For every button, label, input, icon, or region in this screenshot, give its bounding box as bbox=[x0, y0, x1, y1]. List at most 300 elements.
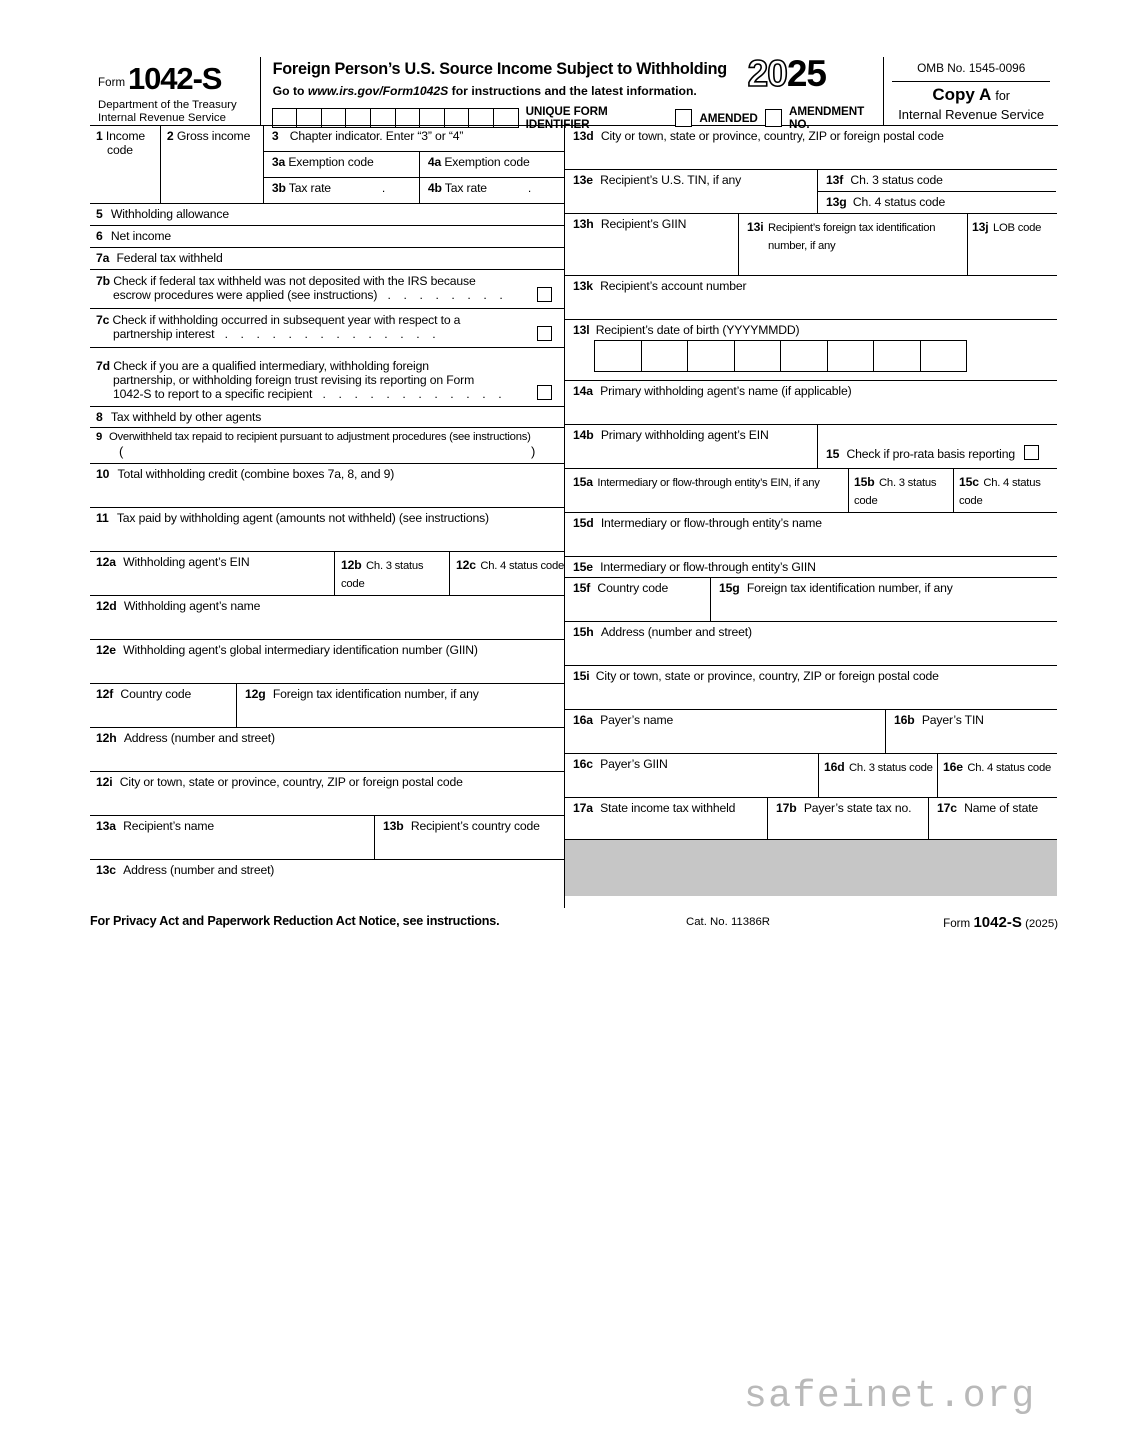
box-16d-label: Ch. 3 status code bbox=[849, 762, 933, 774]
box-13c-label: Address (number and street) bbox=[123, 863, 275, 877]
ufi-cell[interactable] bbox=[445, 109, 470, 127]
goto-instructions-line bbox=[273, 84, 697, 98]
box-13i-number: 13i bbox=[747, 220, 764, 234]
box-12d-agent-name[interactable] bbox=[90, 596, 564, 640]
box-10-label: Total withholding credit (combine boxes 7a, 8, and 9) bbox=[117, 467, 395, 481]
box-3b-number: 3b bbox=[271, 181, 286, 195]
box-7b-checkbox[interactable] bbox=[537, 287, 552, 302]
box-13i-line-1: Recipient’s foreign tax identification bbox=[767, 222, 936, 234]
box-7d-leader-dots: . . . . . . . . . . . . bbox=[322, 387, 507, 401]
box-15c-number: 15c bbox=[959, 475, 979, 489]
box-13k-text bbox=[565, 276, 1057, 293]
form-word-label: Form bbox=[98, 77, 126, 89]
form-1042s bbox=[90, 53, 1058, 936]
box-13h-recipient-giin[interactable] bbox=[565, 214, 739, 275]
box-13b-recipient-country-code[interactable] bbox=[375, 816, 563, 859]
box-13d-text bbox=[565, 126, 1057, 143]
box-15d-intermediary-name[interactable] bbox=[565, 513, 1057, 557]
tax-year bbox=[748, 53, 826, 95]
box-15-label: Check if pro-rata basis reporting bbox=[846, 447, 1015, 461]
box-13f-ch3-status-code[interactable] bbox=[818, 170, 1056, 192]
box-12i-text bbox=[90, 772, 564, 789]
box-10-total-withholding-credit[interactable] bbox=[90, 464, 564, 508]
box-12d-text bbox=[90, 596, 564, 613]
box-9-label: Overwithheld tax repaid to recipient pursuant to adjustment procedures (see instructions) bbox=[108, 431, 531, 443]
omb-divider bbox=[892, 81, 1050, 82]
box-16a-text bbox=[565, 710, 885, 727]
page-title: Foreign Person’s U.S. Source Income Subject to Withholding bbox=[272, 60, 727, 78]
ufi-cell[interactable] bbox=[371, 109, 396, 127]
box-17a-label: State income tax withheld bbox=[600, 801, 736, 815]
ufi-cell[interactable] bbox=[322, 109, 347, 127]
amendment-no-checkbox[interactable] bbox=[765, 109, 782, 127]
box-15a-label: Intermediary or flow-through entity’s EIN, if any bbox=[597, 477, 820, 489]
box-7c-line-1: Check if withholding occurred in subsequent year with respect to a bbox=[112, 313, 461, 327]
row-exemption-codes bbox=[264, 152, 564, 178]
dob-cell[interactable] bbox=[921, 341, 967, 371]
box-16e-text bbox=[938, 754, 1057, 776]
row-tax-rates bbox=[264, 178, 564, 204]
box-7b-escrow-check[interactable] bbox=[90, 270, 564, 309]
box-3-text bbox=[264, 126, 564, 143]
box-9-paren-open: ( bbox=[119, 444, 124, 459]
box-16b-label: Payer’s TIN bbox=[921, 713, 984, 727]
department-block bbox=[98, 99, 237, 124]
box-9-number: 9 bbox=[96, 431, 103, 443]
box-12g-label: Foreign tax identification number, if any bbox=[272, 687, 479, 701]
box-4a-label: Exemption code bbox=[444, 155, 530, 169]
box-16d-text bbox=[819, 754, 937, 776]
omb-number: OMB No. 1545-0096 bbox=[917, 61, 1026, 75]
row-box-16a-16b bbox=[565, 710, 1057, 754]
box-6-net-income[interactable] bbox=[90, 226, 564, 248]
box-13g-number: 13g bbox=[826, 195, 847, 209]
box-15e-text bbox=[565, 557, 1057, 574]
box-8-tax-withheld-other-agents[interactable] bbox=[90, 407, 564, 428]
box-7b-line-2: escrow procedures were applied (see instructions) bbox=[113, 288, 378, 302]
box-12e-agent-giin[interactable] bbox=[90, 640, 564, 684]
box-14a-text bbox=[565, 381, 1057, 398]
box-2-label: Gross income bbox=[176, 129, 251, 143]
box-15c-label: Ch. 4 status code bbox=[959, 477, 1041, 507]
box-17c-name-of-state[interactable] bbox=[929, 798, 1057, 839]
box-12h-label: Address (number and street) bbox=[123, 731, 275, 745]
ufi-cell[interactable] bbox=[396, 109, 421, 127]
box-15h-text bbox=[565, 622, 1057, 639]
box-12f-number: 12f bbox=[96, 687, 114, 701]
ufi-cell[interactable] bbox=[273, 109, 298, 127]
box-7d-qualified-intermediary-check[interactable] bbox=[90, 348, 564, 407]
box-4b-label: Tax rate bbox=[444, 181, 487, 195]
box-4b-number: 4b bbox=[427, 181, 442, 195]
box-12c-number: 12c bbox=[456, 558, 476, 572]
box-13f-number: 13f bbox=[826, 173, 844, 187]
box-13c-recipient-address[interactable] bbox=[90, 860, 564, 908]
dob-cell[interactable] bbox=[781, 341, 828, 371]
box-15d-label: Intermediary or flow-through entity’s name bbox=[600, 516, 822, 530]
site-watermark: safeinet.org bbox=[744, 1375, 1036, 1418]
box-13f-text bbox=[818, 170, 1056, 187]
box-7c-text bbox=[90, 309, 564, 341]
box-13l-number: 13l bbox=[573, 323, 590, 337]
footer-form-number: 1042-S bbox=[973, 914, 1022, 931]
goto-suffix: for instructions and the latest information. bbox=[448, 84, 697, 98]
box-5-label: Withholding allowance bbox=[110, 207, 230, 221]
box-1-label-line2: code bbox=[107, 143, 133, 157]
box-15i-intermediary-city[interactable] bbox=[565, 666, 1057, 710]
box-15b-ch3-status-code[interactable] bbox=[849, 469, 954, 512]
row-box-14b-15 bbox=[565, 425, 1057, 469]
box-15h-number: 15h bbox=[573, 625, 594, 639]
box-15-pro-rata-check[interactable] bbox=[818, 425, 1056, 468]
box-14b-label: Primary withholding agent’s EIN bbox=[600, 428, 769, 442]
unique-form-identifier-input[interactable] bbox=[272, 108, 519, 128]
box-7d-text bbox=[90, 348, 564, 401]
box-2-gross-income[interactable] bbox=[161, 126, 264, 203]
box-3b-tax-rate[interactable] bbox=[264, 178, 420, 204]
box-13k-label: Recipient’s account number bbox=[600, 279, 747, 293]
ufi-cell[interactable] bbox=[469, 109, 494, 127]
box-12b-label: Ch. 3 status code bbox=[341, 560, 424, 590]
box-4b-decimal-point: . bbox=[527, 181, 532, 195]
box-7c-checkbox[interactable] bbox=[537, 326, 552, 341]
box-13b-text bbox=[375, 816, 563, 833]
box-15c-text bbox=[954, 469, 1057, 509]
box-7b-text bbox=[90, 270, 564, 302]
box-3-number: 3 bbox=[271, 129, 279, 143]
box-7a-text bbox=[90, 248, 564, 265]
box-13k-recipient-account-number[interactable] bbox=[565, 276, 1057, 320]
left-column bbox=[90, 126, 565, 908]
box-13d-label: City or town, state or province, country, ZIP or foreign postal code bbox=[600, 129, 944, 143]
box-7d-line-3: 1042-S to report to a specific recipient bbox=[113, 387, 313, 401]
box-15-number: 15 bbox=[826, 447, 840, 461]
form-body bbox=[90, 125, 1058, 908]
box-13j-text bbox=[968, 214, 1057, 236]
ufi-cell[interactable] bbox=[420, 109, 445, 127]
box-10-text bbox=[90, 464, 564, 481]
box-1-income-code[interactable] bbox=[90, 126, 161, 203]
box-13d-number: 13d bbox=[573, 129, 594, 143]
box-15b-number: 15b bbox=[854, 475, 875, 489]
box-13d-recipient-city[interactable] bbox=[565, 126, 1057, 170]
row-box-15f-15g bbox=[565, 578, 1057, 622]
box-12b-ch3-status-code[interactable] bbox=[335, 552, 450, 595]
footer-form-prefix: Form bbox=[943, 917, 971, 930]
box-13j-label: LOB code bbox=[992, 222, 1042, 234]
box-15h-label: Address (number and street) bbox=[600, 625, 752, 639]
box-8-label: Tax withheld by other agents bbox=[110, 410, 262, 424]
box-8-number: 8 bbox=[96, 410, 103, 424]
box-15i-label: City or town, state or province, country, ZIP or foreign postal code bbox=[595, 669, 939, 683]
ufi-cell[interactable] bbox=[346, 109, 371, 127]
tax-year-century: 20 bbox=[747, 53, 787, 94]
box-15g-number: 15g bbox=[719, 581, 740, 595]
box-12h-text bbox=[90, 728, 564, 745]
footer-form-year: (2025) bbox=[1025, 918, 1058, 930]
box-16a-number: 16a bbox=[573, 713, 593, 727]
box-12i-number: 12i bbox=[96, 775, 113, 789]
box-13a-text bbox=[90, 816, 374, 833]
box-1-label-line1: Income bbox=[105, 129, 145, 143]
box-17b-payer-state-tax-no[interactable] bbox=[768, 798, 929, 839]
box-15h-intermediary-address[interactable] bbox=[565, 622, 1057, 666]
box-13h-number: 13h bbox=[573, 217, 594, 231]
box-11-label: Tax paid by withholding agent (amounts not withheld) (see instructions) bbox=[116, 511, 489, 525]
box-3-chapter-indicator[interactable] bbox=[264, 126, 564, 152]
box-12h-agent-address[interactable] bbox=[90, 728, 564, 772]
box-16b-number: 16b bbox=[894, 713, 915, 727]
goto-url[interactable]: www.irs.gov/Form1042S bbox=[307, 84, 449, 98]
ufi-cell[interactable] bbox=[494, 109, 518, 127]
box-15d-text bbox=[565, 513, 1057, 530]
dob-cell[interactable] bbox=[828, 341, 875, 371]
header-title-block bbox=[260, 53, 884, 131]
box-11-tax-paid-by-agent[interactable] bbox=[90, 508, 564, 552]
box-13j-number: 13j bbox=[972, 220, 989, 234]
box-12f-country-code[interactable] bbox=[90, 684, 237, 727]
box-4a-exemption-code[interactable] bbox=[420, 152, 564, 177]
copy-designation bbox=[884, 85, 1058, 105]
box-12h-number: 12h bbox=[96, 731, 117, 745]
box-14b-primary-agent-ein[interactable] bbox=[565, 425, 818, 468]
box-13g-ch4-status-code[interactable] bbox=[818, 192, 1056, 214]
box-16e-ch4-status-code[interactable] bbox=[938, 754, 1057, 797]
dob-cell[interactable] bbox=[735, 341, 782, 371]
box-15g-foreign-tax-id[interactable] bbox=[711, 578, 1056, 621]
box-12a-number: 12a bbox=[96, 555, 116, 569]
box-15e-number: 15e bbox=[573, 560, 593, 574]
box-6-text bbox=[90, 226, 564, 243]
box-13l-label: Recipient’s date of birth (YYYYMMDD) bbox=[595, 323, 800, 337]
boxes-13f-13g-group bbox=[818, 170, 1056, 213]
box-7b-line-1: Check if federal tax withheld was not deposited with the IRS because bbox=[113, 274, 476, 288]
box-13l-recipient-dob[interactable] bbox=[565, 320, 1057, 381]
box-7a-federal-tax-withheld[interactable] bbox=[90, 248, 564, 270]
row-box-17a-17c bbox=[565, 798, 1057, 840]
footer-form-identity bbox=[943, 914, 1058, 931]
box-14b-text bbox=[565, 425, 817, 442]
box-15-checkbox[interactable] bbox=[1024, 445, 1039, 460]
box-15e-intermediary-giin[interactable] bbox=[565, 557, 1057, 578]
box-15f-label: Country code bbox=[597, 581, 669, 595]
box-13g-text bbox=[818, 192, 1056, 209]
department-line-2: Internal Revenue Service bbox=[98, 111, 226, 124]
box-15i-number: 15i bbox=[573, 669, 590, 683]
box-3a-number: 3a bbox=[271, 155, 286, 169]
box-16c-text bbox=[565, 754, 818, 771]
box-9-paren-close: ) bbox=[531, 444, 536, 459]
box-7a-label: Federal tax withheld bbox=[116, 251, 223, 265]
box-17b-label: Payer’s state tax no. bbox=[803, 801, 912, 815]
box-15a-intermediary-ein[interactable] bbox=[565, 469, 849, 512]
box-7d-checkbox[interactable] bbox=[537, 385, 552, 400]
box-14a-label: Primary withholding agent’s name (if applicable) bbox=[600, 384, 852, 398]
box-16b-text bbox=[886, 710, 1056, 727]
box-11-text bbox=[90, 508, 564, 525]
box-13a-number: 13a bbox=[96, 819, 116, 833]
box-13b-number: 13b bbox=[383, 819, 404, 833]
box-16e-label: Ch. 4 status code bbox=[967, 762, 1052, 774]
copy-a-label: Copy A bbox=[932, 85, 991, 104]
box-13l-text bbox=[565, 320, 1057, 337]
box-17a-state-income-tax-withheld[interactable] bbox=[565, 798, 768, 839]
box-15e-label: Intermediary or flow-through entity’s GIIN bbox=[600, 560, 816, 574]
box-12d-number: 12d bbox=[96, 599, 117, 613]
box-7c-leader-dots: . . . . . . . . . . . . . . bbox=[224, 327, 441, 341]
box-15i-text bbox=[565, 666, 1057, 683]
box-11-number: 11 bbox=[96, 511, 109, 525]
box-13i-recipient-foreign-tax-id[interactable] bbox=[739, 214, 968, 275]
copy-for-label: for bbox=[995, 89, 1010, 103]
box-14b-number: 14b bbox=[573, 428, 594, 442]
box-13f-label: Ch. 3 status code bbox=[850, 173, 943, 187]
box-15f-country-code[interactable] bbox=[565, 578, 711, 621]
goto-prefix: Go to bbox=[272, 84, 308, 98]
box-3a-exemption-code[interactable] bbox=[264, 152, 420, 177]
box-3b-text bbox=[264, 178, 419, 195]
box-13i-text bbox=[739, 214, 967, 254]
box-13h-text bbox=[565, 214, 738, 231]
box-7d-line-2: partnership, or withholding foreign trust revising its reporting on Form bbox=[113, 373, 475, 387]
row-box-13h-13j bbox=[565, 214, 1057, 276]
box-1-text bbox=[90, 126, 160, 157]
box-4b-text bbox=[420, 178, 564, 195]
box-12c-ch4-status-code[interactable] bbox=[450, 552, 564, 595]
box-15g-text bbox=[711, 578, 1056, 595]
box-14a-primary-agent-name[interactable] bbox=[565, 381, 1057, 425]
box-13c-number: 13c bbox=[96, 863, 116, 877]
box-15g-label: Foreign tax identification number, if any bbox=[746, 581, 953, 595]
dob-cell[interactable] bbox=[595, 341, 642, 371]
box-15d-number: 15d bbox=[573, 516, 594, 530]
box-12f-text bbox=[90, 684, 236, 701]
box-4a-number: 4a bbox=[427, 155, 442, 169]
amended-label: AMENDED bbox=[699, 111, 758, 125]
box-6-number: 6 bbox=[96, 229, 103, 243]
box-15b-label: Ch. 3 status code bbox=[854, 477, 937, 507]
box-16c-number: 16c bbox=[573, 757, 593, 771]
box-17c-number: 17c bbox=[937, 801, 957, 815]
header-form-identity bbox=[90, 57, 260, 125]
box-12c-label: Ch. 4 status code bbox=[480, 560, 565, 572]
catalog-number: Cat. No. 11386R bbox=[686, 916, 770, 928]
box-12a-agent-ein[interactable] bbox=[90, 552, 335, 595]
box-13g-label: Ch. 4 status code bbox=[852, 195, 946, 209]
box-13h-label: Recipient’s GIIN bbox=[600, 217, 687, 231]
unique-form-identifier-label: UNIQUE FORM IDENTIFIER bbox=[525, 105, 608, 131]
tax-year-year: 25 bbox=[786, 53, 826, 94]
box-13b-label: Recipient’s country code bbox=[410, 819, 540, 833]
row-box-13a-13b bbox=[90, 816, 564, 860]
box-16c-label: Payer’s GIIN bbox=[600, 757, 668, 771]
box-12a-text bbox=[90, 552, 334, 569]
box-1-number: 1 bbox=[96, 129, 103, 143]
box-13e-recipient-us-tin[interactable] bbox=[565, 170, 818, 213]
row-box-13e-13g bbox=[565, 170, 1057, 214]
box-12g-number: 12g bbox=[245, 687, 266, 701]
box-7b-leader-dots: . . . . . . . . bbox=[387, 288, 508, 302]
box-15f-text bbox=[565, 578, 710, 595]
box-9-overwithheld-repaid[interactable] bbox=[90, 428, 564, 464]
box-17c-text bbox=[929, 798, 1057, 815]
box-3a-text bbox=[264, 152, 419, 169]
box-12i-agent-city[interactable] bbox=[90, 772, 564, 816]
box-12g-text bbox=[237, 684, 563, 701]
box-3b-decimal-point: . bbox=[381, 181, 386, 195]
box-17a-text bbox=[565, 798, 767, 815]
ufi-cell[interactable] bbox=[297, 109, 322, 127]
department-line-1: Department of the Treasury bbox=[98, 99, 237, 111]
box-14a-number: 14a bbox=[573, 384, 593, 398]
box-13a-label: Recipient’s name bbox=[123, 819, 215, 833]
box-16a-payer-name[interactable] bbox=[565, 710, 886, 753]
box-16b-payer-tin[interactable] bbox=[886, 710, 1056, 753]
box-13k-number: 13k bbox=[573, 279, 593, 293]
shaded-reserved-area bbox=[565, 840, 1057, 896]
box-5-withholding-allowance[interactable] bbox=[90, 204, 564, 226]
box-13e-label: Recipient’s U.S. TIN, if any bbox=[600, 173, 742, 187]
box-4b-tax-rate[interactable] bbox=[420, 178, 564, 204]
box-13e-text bbox=[565, 170, 817, 187]
box-13i-line-2: number, if any bbox=[768, 240, 836, 252]
boxes-3-4-group bbox=[264, 126, 564, 203]
box-12a-label: Withholding agent’s EIN bbox=[123, 555, 250, 569]
box-13a-recipient-name[interactable] bbox=[90, 816, 375, 859]
dob-cell[interactable] bbox=[874, 341, 921, 371]
box-17b-number: 17b bbox=[776, 801, 797, 815]
box-17c-label: Name of state bbox=[964, 801, 1039, 815]
box-5-text bbox=[90, 204, 564, 221]
dob-cell[interactable] bbox=[642, 341, 689, 371]
box-4a-text bbox=[420, 152, 564, 169]
box-7d-line-1: Check if you are a qualified intermediary, withholding foreign bbox=[113, 359, 429, 373]
box-17a-number: 17a bbox=[573, 801, 593, 815]
box-15c-ch4-status-code[interactable] bbox=[954, 469, 1057, 512]
box-13j-lob-code[interactable] bbox=[968, 214, 1057, 275]
dob-cell[interactable] bbox=[688, 341, 735, 371]
box-10-number: 10 bbox=[96, 467, 110, 481]
box-12f-label: Country code bbox=[120, 687, 192, 701]
row-box-12a-12c bbox=[90, 552, 564, 596]
box-2-text bbox=[161, 126, 263, 143]
box-12c-text bbox=[450, 552, 564, 574]
box-3b-label: Tax rate bbox=[288, 181, 331, 195]
amended-checkbox[interactable] bbox=[675, 109, 692, 127]
box-7b-number: 7b bbox=[96, 274, 110, 288]
box-16c-payer-giin[interactable] bbox=[565, 754, 819, 797]
box-9-text bbox=[90, 428, 564, 443]
box-12d-label: Withholding agent’s name bbox=[123, 599, 261, 613]
form-footer bbox=[90, 912, 1058, 936]
date-of-birth-input[interactable] bbox=[594, 340, 967, 372]
right-column bbox=[565, 126, 1057, 908]
copy-agency-label: Internal Revenue Service bbox=[898, 107, 1045, 122]
box-12g-foreign-tax-id[interactable] bbox=[237, 684, 563, 727]
box-6-label: Net income bbox=[110, 229, 172, 243]
box-7d-number: 7d bbox=[96, 359, 110, 373]
box-7a-number: 7a bbox=[96, 251, 110, 265]
row-box-15a-15c bbox=[565, 469, 1057, 513]
box-8-text bbox=[90, 407, 564, 424]
box-15b-text bbox=[849, 469, 953, 509]
box-12i-label: City or town, state or province, country, ZIP or foreign postal code bbox=[119, 775, 463, 789]
box-15-text bbox=[826, 447, 1015, 461]
box-7c-subsequent-year-check[interactable] bbox=[90, 309, 564, 348]
privacy-act-notice: For Privacy Act and Paperwork Reduction Act Notice, see instructions. bbox=[90, 914, 500, 928]
box-16d-ch3-status-code[interactable] bbox=[819, 754, 938, 797]
box-12e-text bbox=[90, 640, 564, 657]
